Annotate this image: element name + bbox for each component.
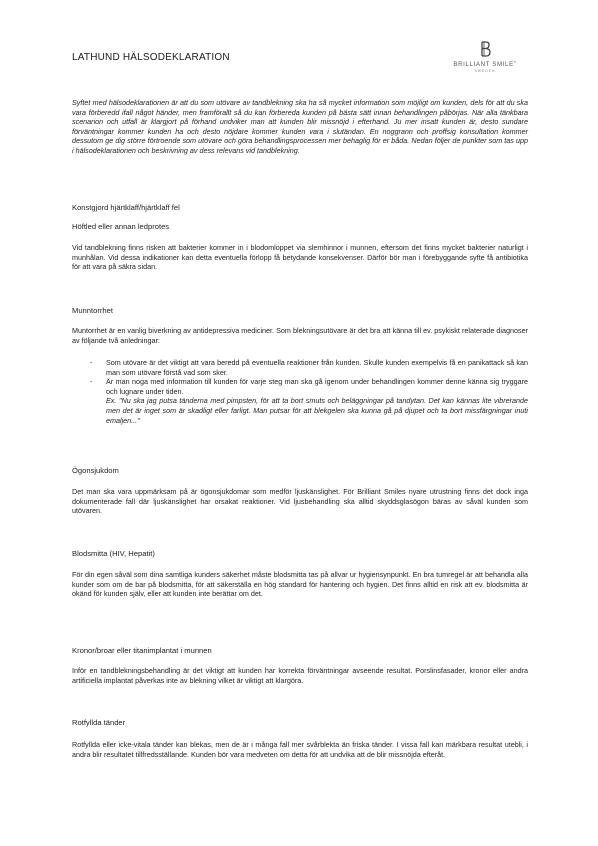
list-item bbox=[72, 377, 528, 425]
bullet-text: Är man noga med information till kunden för varje steg man ska gå igenom under behandlingen kommer denne känna sig tryggare och lugnare under tiden. bbox=[106, 377, 528, 396]
bullet-dash: - bbox=[90, 358, 93, 367]
section-heading-crowns: Kronor/broar eller titanimplantat i munnen bbox=[72, 646, 212, 655]
section-body-heart-valve: Vid tandblekning finns risken att bakterier kommer in i blodomloppet via slemhinnor i munnen, eftersom det finns mycket bakterier naturligt i munhålan. Vid dessa indikationer kan detta eventuella förlopp få betydande konsekvenser. Därför bör man i förebyggande syfte få antibiotika för att vara på säkra sidan. bbox=[72, 243, 528, 272]
dry-mouth-bullet-list bbox=[72, 358, 528, 425]
brand-name: BRILLIANT SMILE® bbox=[453, 60, 517, 69]
document-title: LATHUND HÄLSODEKLARATION bbox=[72, 52, 230, 63]
section-body-crowns: Inför en tandblekningsbehandling är det viktigt att kunden har korrekta förväntningar avseende resultat. Porslinsfasader, kronor eller andra artificiella implantat påverkas inte av blekning vilket är viktigt att klargöra. bbox=[72, 666, 528, 685]
brand-logo bbox=[440, 40, 530, 73]
bullet-example: Ex. "Nu ska jag putsa tänderna med pimpsten, för att ta bort smuts och beläggningar på tandytan. Det kan kännas lite vibrerande men det är inget som är skadligt eller farligt. Man putsar för att blekgelen ska kunna gå på djupet och ta bort missfärgningar inuti emaljen..." bbox=[106, 396, 528, 425]
bullet-text: Som utövare är det viktigt att vara beredd på eventuella reaktioner från kunden. Skulle kunden exempelvis få en panikattack så kan man som utövare förstå vad som sker. bbox=[106, 358, 528, 377]
section-heading-root-filled: Rotfyllda tänder bbox=[72, 718, 126, 727]
section-heading-blood-infection: Blodsmitta (HIV, Hepatit) bbox=[72, 549, 155, 558]
section-body-dry-mouth: Muntorrhet är en vanlig biverkning av antidepressiva mediciner. Som blekningsutövare är det bra att känna till ev. psykiskt relaterade diagnoser av följande två anledningar: bbox=[72, 326, 528, 345]
section-body-eye-disease: Det man ska vara uppmärksam på är ögonsjukdomar som medför ljuskänslighet. För Brilliant Smiles nyare utrustning finns det dock inga dokumenterade fall där ljuskänslighet har orsakat reaktioner. Vid ljusbehandling ska alltid skyddsglasögon bäras av såväl kunden som utövaren. bbox=[72, 487, 528, 516]
intro-paragraph: Syftet med hälsodeklarationen är att du som utövare av tandblekning ska ha så mycket information som möjligt om kunden, dels för att du ska vara förberedd ifall något händer, men framförallt så du kan förbereda kunden på bästa sätt innan behandlingen påbörjas. När alla tänkbara scenarion och utfall är klargjort på förhand undviker man att kunden blir missnöjd i efterhand. Ju mer insatt kunden är, desto sundare förväntningar kommer kunden ha och desto nöjdare kommer kunden vara i slutändan. En noggrann och proffsig konsultation kommer dessutom ge dig större förtroende som utövare och göra behandlingsprocessen mer behaglig för er båda. Nedan följer de punkter som tas upp i hälsodeklarationen och beskrivning av dess relevans vid tandblekning. bbox=[72, 98, 528, 155]
section-subheading-joint-prosthesis: Höftled eller annan ledprotes bbox=[72, 222, 170, 231]
section-heading-heart-valve: Konstgjord hjärtklaff/hjärtklaff fel bbox=[72, 203, 180, 212]
section-heading-dry-mouth: Munntorrhet bbox=[72, 306, 113, 315]
section-body-blood-infection: För din egen såväl som dina samtliga kunders säkerhet måste blodsmitta tas på allvar ur hygiensynpunkt. En bra tumregel är att behandla alla kunder som om de bar på blodsmitta, för att säkerställa en hög standard för hantering och hygien. Det finns alltid en risk att ev. blodsmitta är okänd för kunden själv, eller att kunden inte berättar om det. bbox=[72, 570, 528, 599]
bullet-dash: - bbox=[90, 377, 93, 387]
section-body-root-filled: Rotfyllda eller icke-vitala tänder kan blekas, men de är i många fall mer svårblekta än friska tänder. I vissa fall kan märkbara resultat utebli, i andra blir resultatet tillfredsställande. Kunden bör vara medveten om detta för att undvika att de blir missnöjda efteråt. bbox=[72, 740, 528, 759]
b-monogram-icon bbox=[477, 40, 493, 58]
brand-country: SWEDEN bbox=[474, 69, 496, 74]
section-heading-eye-disease: Ögonsjukdom bbox=[72, 466, 119, 475]
list-item bbox=[72, 358, 528, 377]
